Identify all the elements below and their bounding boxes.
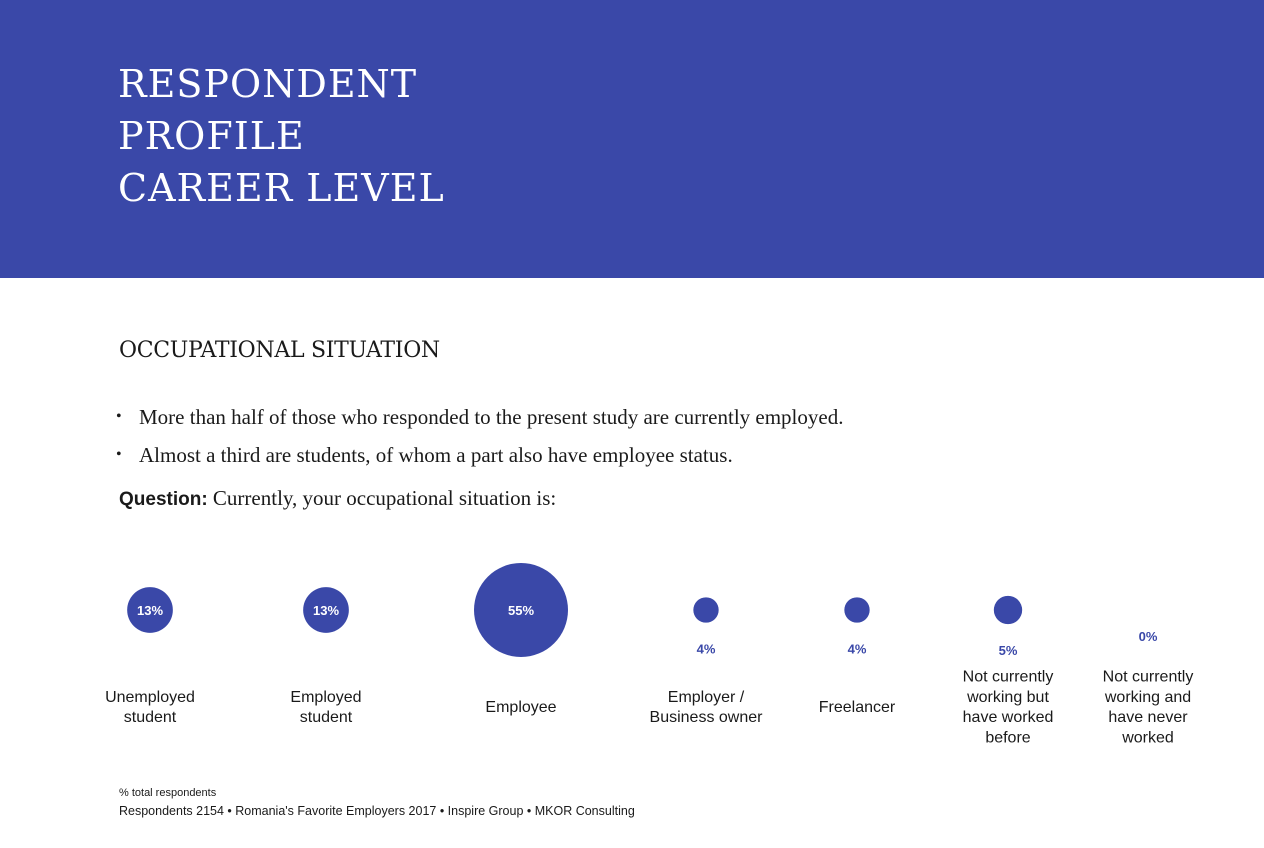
category-label: have never [1108,709,1188,727]
category-label: Not currently [962,668,1054,686]
page-title-line-1: RESPONDENT [118,62,418,106]
category-label: student [299,709,353,727]
bullet-item [116,436,843,474]
bubble-value-label: 5% [998,643,1018,659]
bubble-value-label: 13% [312,603,340,618]
bubble-mark [844,597,869,622]
bubble-value-label: 4% [847,641,867,657]
question [119,486,556,511]
bullet-icon: • [116,408,122,425]
bullet-icon: • [116,446,122,463]
page-title-line-2: PROFILE [118,114,305,158]
category-label: Business owner [649,709,763,727]
bullet-list [116,398,843,474]
question-text: Currently, your occupational situation is: [207,486,557,510]
footer [119,786,635,822]
bubble-mark [994,596,1022,624]
category-label: before [985,729,1031,747]
category-label: Employer / [667,688,745,706]
category-label: Employed [290,688,362,706]
question-label: Question: [119,489,208,510]
category-label: Employee [485,699,557,716]
bubble-value-label: 0% [1138,629,1158,644]
bullet-text: More than half of those who responded to the present study are currently employed. [139,405,844,429]
footer-note: % total respondents [119,787,217,799]
bullet-text: Almost a third are students, of whom a part also have employee status. [139,443,733,467]
section-title: OCCUPATIONAL SITUATION [119,338,440,363]
bubble-value-label: 13% [136,603,164,618]
page-title-line-3: CAREER LEVEL [118,166,445,210]
category-label: worked [1122,729,1174,747]
bullet-item [116,398,843,436]
header-banner [0,0,1264,278]
bubble-mark [693,597,718,622]
category-label: have worked [962,709,1054,727]
bubble-value-label: 55% [507,603,535,618]
page-title [118,58,445,214]
category-label: working and [1104,688,1192,706]
category-label: working but [967,688,1049,706]
footer-source: Respondents 2154 • Romania's Favorite Employers 2017 • Inspire Group • MKOR Consulting [119,804,635,818]
category-label: student [123,709,177,727]
bubble-value-label: 4% [696,641,716,657]
category-label: Freelancer [818,699,896,716]
bubble-chart [0,540,1264,770]
category-label: Unemployed [105,688,195,706]
category-label: Not currently [1102,668,1194,686]
